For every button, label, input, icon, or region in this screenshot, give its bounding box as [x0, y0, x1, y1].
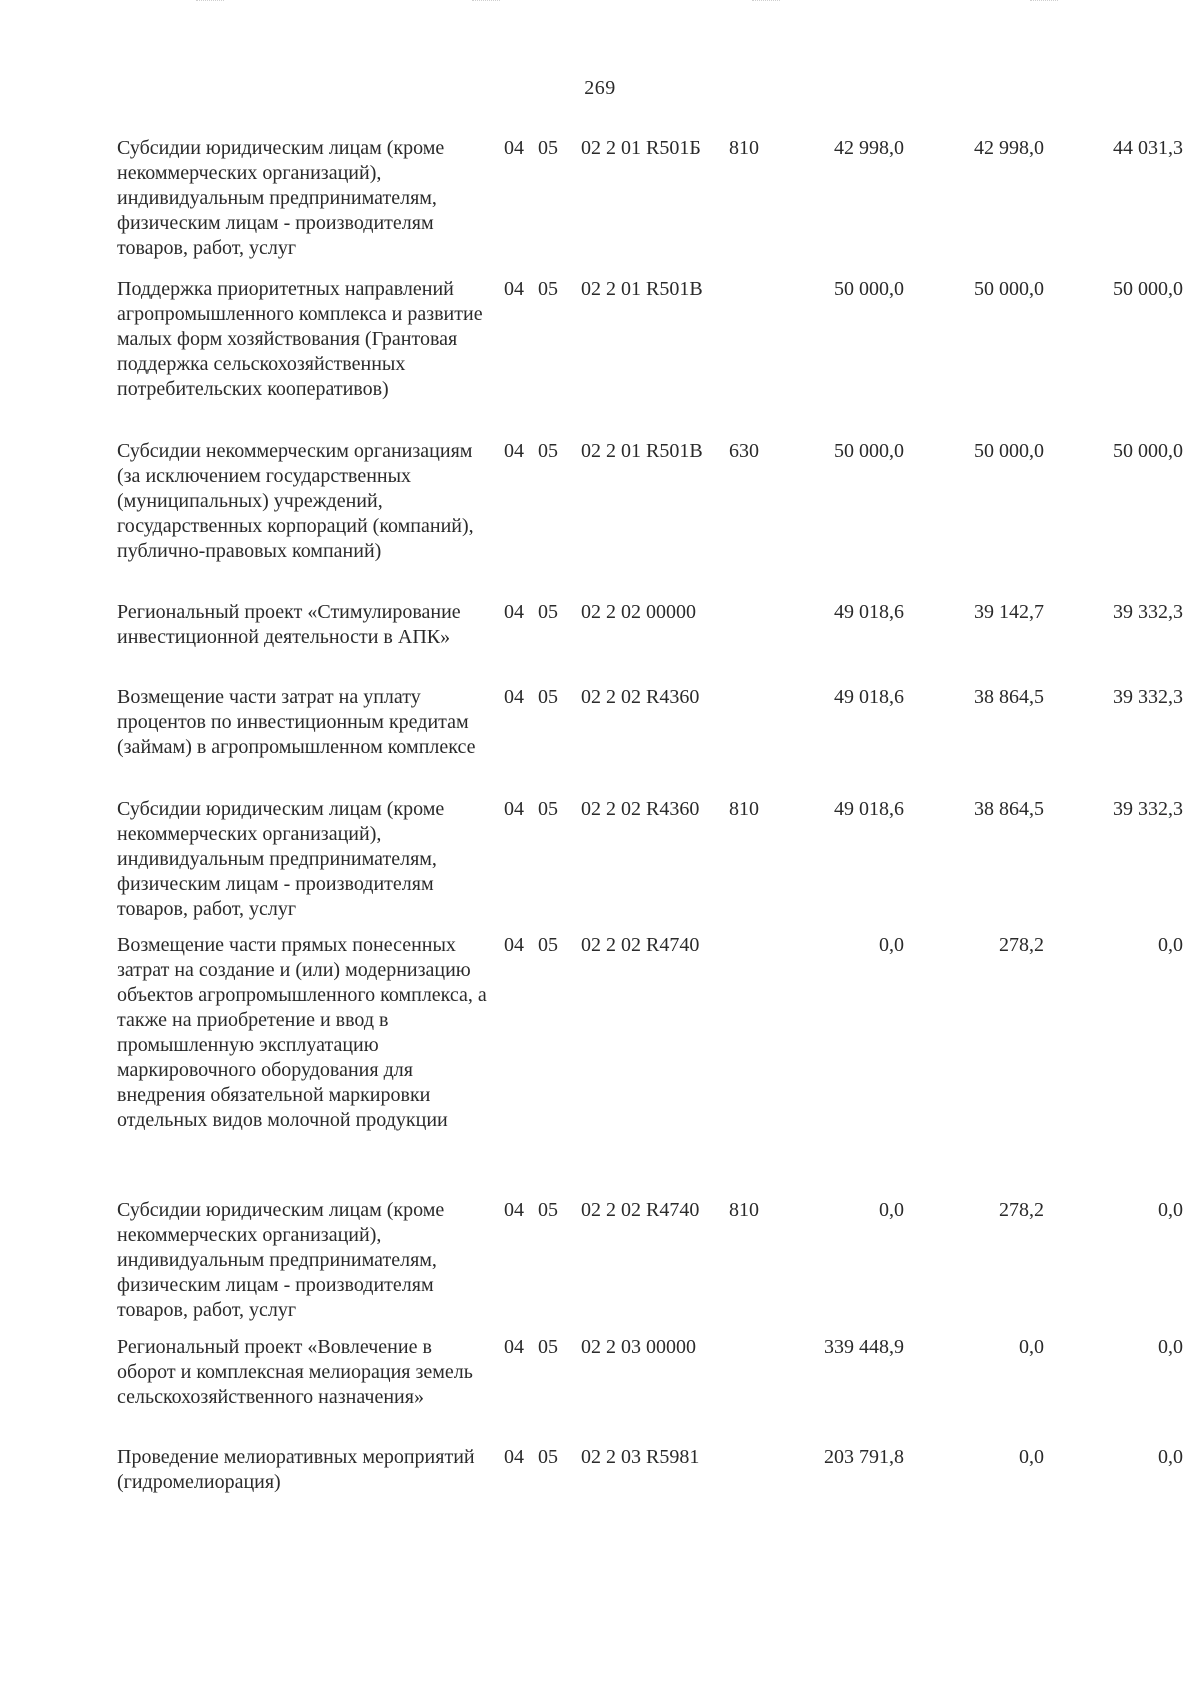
- subsection-code: 05: [538, 1336, 558, 1358]
- section-code: 04: [504, 440, 524, 462]
- section-code: 04: [504, 1336, 524, 1358]
- amount-year-3: 39 332,3: [1113, 686, 1183, 708]
- amount-year-3: 39 332,3: [1113, 601, 1183, 623]
- amount-year-2: 39 142,7: [974, 601, 1044, 623]
- target-article-code: 02 2 02 00000: [581, 601, 696, 623]
- row-description: Субсидии юридическим лицам (кроме некоммерческих организаций), индивидуальным предпринимателям, физическим лицам - производителям товаров, работ, услуг: [117, 137, 445, 259]
- target-article-code: 02 2 01 R501В: [581, 278, 703, 300]
- amount-year-3: 0,0: [1158, 934, 1183, 956]
- subsection-code: 05: [538, 601, 558, 623]
- section-code: 04: [504, 1446, 524, 1468]
- section-code: 04: [504, 686, 524, 708]
- target-article-code: 02 2 02 R4360: [581, 686, 700, 708]
- row-description: Субсидии юридическим лицам (кроме некоммерческих организаций), индивидуальным предпринимателям, физическим лицам - производителям товаров, работ, услуг: [117, 1199, 445, 1321]
- page-number: 269: [584, 77, 616, 99]
- row-description: Возмещение части затрат на уплату процентов по инвестиционным кредитам (займам) в агропромышленном комплексе: [117, 686, 476, 758]
- amount-year-1: 49 018,6: [834, 686, 904, 708]
- section-code: 04: [504, 278, 524, 300]
- target-article-code: 02 2 02 R4360: [581, 798, 700, 820]
- amount-year-1: 42 998,0: [834, 137, 904, 159]
- amount-year-1: 50 000,0: [834, 278, 904, 300]
- amount-year-1: 203 791,8: [824, 1446, 904, 1468]
- amount-year-2: 278,2: [999, 934, 1044, 956]
- section-code: 04: [504, 1199, 524, 1221]
- amount-year-1: 0,0: [879, 1199, 904, 1221]
- amount-year-1: 49 018,6: [834, 601, 904, 623]
- amount-year-3: 39 332,3: [1113, 798, 1183, 820]
- subsection-code: 05: [538, 137, 558, 159]
- row-description: Региональный проект «Вовлечение в оборот и комплексная мелиорация земель сельскохозяйственного назначения»: [117, 1336, 473, 1408]
- target-article-code: 02 2 01 R501В: [581, 440, 703, 462]
- amount-year-1: 339 448,9: [824, 1336, 904, 1358]
- target-article-code: 02 2 01 R501Б: [581, 137, 701, 159]
- amount-year-3: 50 000,0: [1113, 440, 1183, 462]
- subsection-code: 05: [538, 1446, 558, 1468]
- amount-year-3: 0,0: [1158, 1199, 1183, 1221]
- subsection-code: 05: [538, 798, 558, 820]
- section-code: 04: [504, 934, 524, 956]
- section-code: 04: [504, 601, 524, 623]
- row-description: Возмещение части прямых понесенных затрат на создание и (или) модернизацию объектов агропромышленного комплекса, а также на приобретение и ввод в промышленную эксплуатацию маркировочного оборудования для внедрения обязательной маркировки отдельных видов молочной продукции: [117, 934, 487, 1131]
- amount-year-1: 0,0: [879, 934, 904, 956]
- expense-type-code: 810: [729, 137, 759, 159]
- target-article-code: 02 2 03 00000: [581, 1336, 696, 1358]
- amount-year-2: 0,0: [1019, 1336, 1044, 1358]
- amount-year-3: 44 031,3: [1113, 137, 1183, 159]
- subsection-code: 05: [538, 934, 558, 956]
- target-article-code: 02 2 03 R5981: [581, 1446, 700, 1468]
- section-code: 04: [504, 798, 524, 820]
- subsection-code: 05: [538, 686, 558, 708]
- target-article-code: 02 2 02 R4740: [581, 934, 700, 956]
- subsection-code: 05: [538, 440, 558, 462]
- subsection-code: 05: [538, 278, 558, 300]
- row-description: Субсидии юридическим лицам (кроме некоммерческих организаций), индивидуальным предпринимателям, физическим лицам - производителям товаров, работ, услуг: [117, 798, 445, 920]
- amount-year-3: 0,0: [1158, 1336, 1183, 1358]
- amount-year-2: 278,2: [999, 1199, 1044, 1221]
- row-description: Поддержка приоритетных направлений агропромышленного комплекса и развитие малых форм хозяйствования (Грантовая поддержка сельскохозяйственных потребительских кооперативов): [117, 278, 483, 400]
- amount-year-2: 38 864,5: [974, 686, 1044, 708]
- expense-type-code: 630: [729, 440, 759, 462]
- expense-type-code: 810: [729, 1199, 759, 1221]
- amount-year-1: 50 000,0: [834, 440, 904, 462]
- amount-year-2: 50 000,0: [974, 440, 1044, 462]
- amount-year-2: 42 998,0: [974, 137, 1044, 159]
- amount-year-2: 38 864,5: [974, 798, 1044, 820]
- amount-year-1: 49 018,6: [834, 798, 904, 820]
- target-article-code: 02 2 02 R4740: [581, 1199, 700, 1221]
- row-description: Субсидии некоммерческим организациям (за исключением государственных (муниципальных) учреждений, государственных корпораций (компаний), публично-правовых компаний): [117, 440, 474, 562]
- amount-year-2: 0,0: [1019, 1446, 1044, 1468]
- subsection-code: 05: [538, 1199, 558, 1221]
- amount-year-2: 50 000,0: [974, 278, 1044, 300]
- row-description: Региональный проект «Стимулирование инвестиционной деятельности в АПК»: [117, 601, 461, 648]
- row-description: Проведение мелиоративных мероприятий (гидромелиорация): [117, 1446, 475, 1493]
- section-code: 04: [504, 137, 524, 159]
- amount-year-3: 50 000,0: [1113, 278, 1183, 300]
- amount-year-3: 0,0: [1158, 1446, 1183, 1468]
- expense-type-code: 810: [729, 798, 759, 820]
